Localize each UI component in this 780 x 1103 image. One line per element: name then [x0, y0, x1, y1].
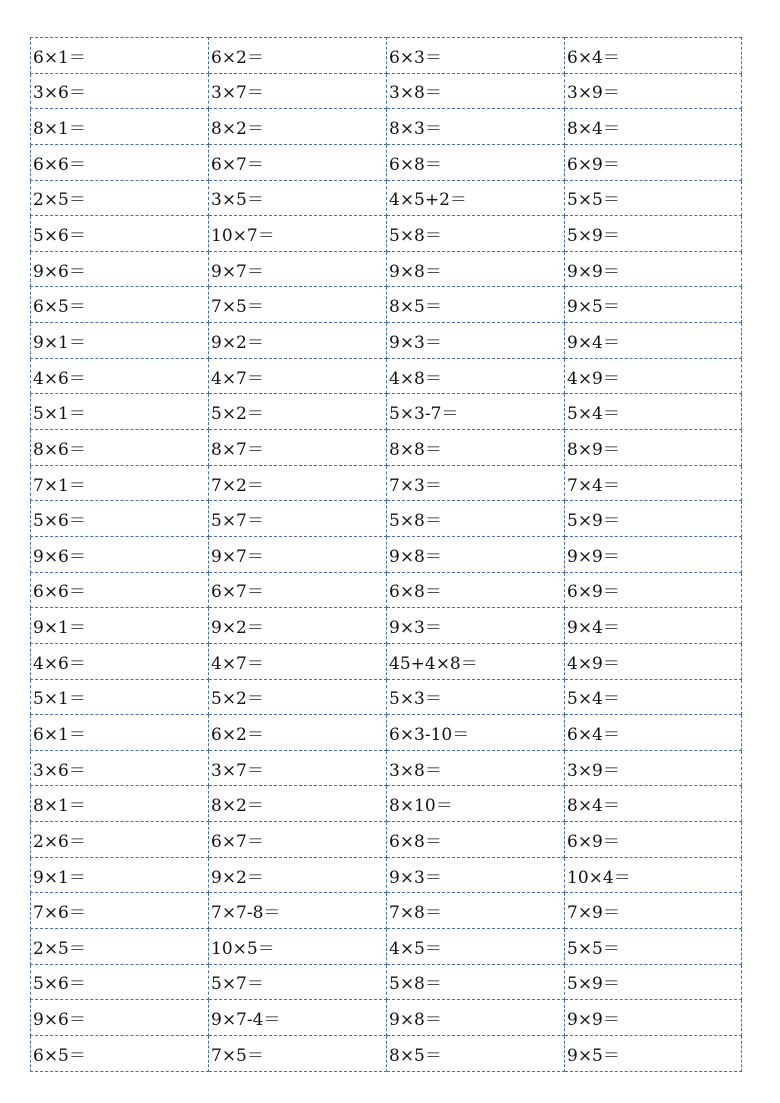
problem-cell: 6×5＝: [31, 287, 209, 323]
problem-cell: 9×8＝: [387, 1000, 565, 1036]
problem-cell: 7×1＝: [31, 465, 209, 501]
problem-cell: 9×2＝: [209, 323, 387, 359]
problem-cell: 6×3＝: [387, 38, 565, 74]
problem-cell: 9×2＝: [209, 608, 387, 644]
problem-cell: 9×9＝: [565, 536, 742, 572]
problem-cell: 9×5＝: [565, 287, 742, 323]
problem-cell: 4×8＝: [387, 358, 565, 394]
problem-cell: 10×5＝: [209, 929, 387, 965]
problem-cell: 9×1＝: [31, 323, 209, 359]
problem-cell: 5×9＝: [565, 501, 742, 537]
problem-cell: 5×7＝: [209, 501, 387, 537]
problem-cell: 8×2＝: [209, 786, 387, 822]
table-row: [31, 608, 742, 644]
problem-cell: 6×7＝: [209, 144, 387, 180]
problem-cell: 2×5＝: [31, 180, 209, 216]
problem-cell: 2×6＝: [31, 822, 209, 858]
problem-cell: 4×9＝: [565, 358, 742, 394]
problem-cell: 9×9＝: [565, 1000, 742, 1036]
table-row: [31, 822, 742, 858]
problem-cell: 5×2＝: [209, 394, 387, 430]
table-row: [31, 251, 742, 287]
problem-cell: 5×8＝: [387, 501, 565, 537]
problem-cell: 8×4＝: [565, 109, 742, 145]
problem-cell: 4×6＝: [31, 358, 209, 394]
problem-cell: 9×6＝: [31, 1000, 209, 1036]
problem-cell: 6×6＝: [31, 572, 209, 608]
problem-cell: 9×2＝: [209, 857, 387, 893]
problem-cell: 6×8＝: [387, 822, 565, 858]
problem-cell: 7×4＝: [565, 465, 742, 501]
table-row: [31, 180, 742, 216]
problem-cell: 5×5＝: [565, 180, 742, 216]
problem-cell: 5×6＝: [31, 964, 209, 1000]
table-row: [31, 394, 742, 430]
table-row: [31, 465, 742, 501]
problem-cell: 6×7＝: [209, 822, 387, 858]
problem-cell: 3×5＝: [209, 180, 387, 216]
problem-cell: 9×9＝: [565, 251, 742, 287]
table-row: [31, 1000, 742, 1036]
table-row: [31, 358, 742, 394]
problem-cell: 3×6＝: [31, 73, 209, 109]
problem-cell: 7×9＝: [565, 893, 742, 929]
problem-cell: 8×5＝: [387, 287, 565, 323]
problem-cell: 5×1＝: [31, 394, 209, 430]
problem-cell: 4×5+2＝: [387, 180, 565, 216]
problem-cell: 6×1＝: [31, 715, 209, 751]
table-row: [31, 750, 742, 786]
problem-cell: 7×8＝: [387, 893, 565, 929]
problem-cell: 6×1＝: [31, 38, 209, 74]
problem-cell: 45+4×8＝: [387, 643, 565, 679]
problem-cell: 8×7＝: [209, 430, 387, 466]
problem-cell: 7×7-8＝: [209, 893, 387, 929]
problem-cell: 6×9＝: [565, 822, 742, 858]
problem-cell: 7×2＝: [209, 465, 387, 501]
multiplication-worksheet-table: [30, 37, 742, 1072]
problem-cell: 6×4＝: [565, 38, 742, 74]
problem-cell: 6×7＝: [209, 572, 387, 608]
problem-cell: 6×9＝: [565, 572, 742, 608]
problem-cell: 3×9＝: [565, 73, 742, 109]
problem-cell: 7×6＝: [31, 893, 209, 929]
problem-cell: 9×5＝: [565, 1035, 742, 1071]
problem-cell: 5×3-7＝: [387, 394, 565, 430]
table-row: [31, 572, 742, 608]
problem-cell: 9×4＝: [565, 323, 742, 359]
problem-cell: 9×1＝: [31, 857, 209, 893]
problem-cell: 3×7＝: [209, 73, 387, 109]
problem-cell: 4×7＝: [209, 643, 387, 679]
problem-cell: 8×2＝: [209, 109, 387, 145]
problem-cell: 3×8＝: [387, 750, 565, 786]
table-row: [31, 643, 742, 679]
problem-cell: 5×1＝: [31, 679, 209, 715]
problem-cell: 5×2＝: [209, 679, 387, 715]
table-row: [31, 679, 742, 715]
table-row: [31, 964, 742, 1000]
problem-cell: 10×7＝: [209, 216, 387, 252]
problem-cell: 4×6＝: [31, 643, 209, 679]
problem-cell: 8×1＝: [31, 786, 209, 822]
problem-cell: 8×5＝: [387, 1035, 565, 1071]
problem-cell: 6×6＝: [31, 144, 209, 180]
problem-cell: 5×4＝: [565, 394, 742, 430]
problem-cell: 5×3＝: [387, 679, 565, 715]
table-row: [31, 216, 742, 252]
table-row: [31, 929, 742, 965]
table-row: [31, 501, 742, 537]
problem-cell: 3×9＝: [565, 750, 742, 786]
problem-cell: 8×10＝: [387, 786, 565, 822]
problem-cell: 5×8＝: [387, 964, 565, 1000]
problem-cell: 4×9＝: [565, 643, 742, 679]
problem-cell: 8×8＝: [387, 430, 565, 466]
table-row: [31, 144, 742, 180]
problem-cell: 5×4＝: [565, 679, 742, 715]
problem-cell: 5×9＝: [565, 964, 742, 1000]
worksheet-body: [31, 38, 742, 1072]
problem-cell: 9×7＝: [209, 251, 387, 287]
table-row: [31, 38, 742, 74]
problem-cell: 9×1＝: [31, 608, 209, 644]
problem-cell: 9×4＝: [565, 608, 742, 644]
problem-cell: 6×8＝: [387, 144, 565, 180]
problem-cell: 8×1＝: [31, 109, 209, 145]
problem-cell: 6×9＝: [565, 144, 742, 180]
problem-cell: 9×6＝: [31, 536, 209, 572]
problem-cell: 8×4＝: [565, 786, 742, 822]
problem-cell: 3×6＝: [31, 750, 209, 786]
problem-cell: 9×8＝: [387, 536, 565, 572]
problem-cell: 7×3＝: [387, 465, 565, 501]
problem-cell: 9×3＝: [387, 608, 565, 644]
problem-cell: 8×6＝: [31, 430, 209, 466]
problem-cell: 6×5＝: [31, 1035, 209, 1071]
problem-cell: 9×7＝: [209, 536, 387, 572]
problem-cell: 4×7＝: [209, 358, 387, 394]
problem-cell: 5×9＝: [565, 216, 742, 252]
table-row: [31, 893, 742, 929]
problem-cell: 3×7＝: [209, 750, 387, 786]
table-row: [31, 786, 742, 822]
problem-cell: 6×4＝: [565, 715, 742, 751]
problem-cell: 9×7-4＝: [209, 1000, 387, 1036]
problem-cell: 5×6＝: [31, 216, 209, 252]
table-row: [31, 287, 742, 323]
problem-cell: 4×5＝: [387, 929, 565, 965]
problem-cell: 9×8＝: [387, 251, 565, 287]
problem-cell: 8×3＝: [387, 109, 565, 145]
problem-cell: 8×9＝: [565, 430, 742, 466]
table-row: [31, 1035, 742, 1071]
problem-cell: 9×3＝: [387, 857, 565, 893]
table-row: [31, 536, 742, 572]
problem-cell: 5×8＝: [387, 216, 565, 252]
table-row: [31, 857, 742, 893]
problem-cell: 7×5＝: [209, 1035, 387, 1071]
problem-cell: 5×5＝: [565, 929, 742, 965]
problem-cell: 5×7＝: [209, 964, 387, 1000]
table-row: [31, 715, 742, 751]
problem-cell: 6×2＝: [209, 38, 387, 74]
problem-cell: 9×3＝: [387, 323, 565, 359]
table-row: [31, 323, 742, 359]
table-row: [31, 109, 742, 145]
problem-cell: 7×5＝: [209, 287, 387, 323]
problem-cell: 6×2＝: [209, 715, 387, 751]
problem-cell: 3×8＝: [387, 73, 565, 109]
worksheet-page: [30, 37, 741, 1072]
table-row: [31, 73, 742, 109]
problem-cell: 6×8＝: [387, 572, 565, 608]
problem-cell: 10×4＝: [565, 857, 742, 893]
problem-cell: 6×3-10＝: [387, 715, 565, 751]
problem-cell: 5×6＝: [31, 501, 209, 537]
problem-cell: 2×5＝: [31, 929, 209, 965]
table-row: [31, 430, 742, 466]
problem-cell: 9×6＝: [31, 251, 209, 287]
